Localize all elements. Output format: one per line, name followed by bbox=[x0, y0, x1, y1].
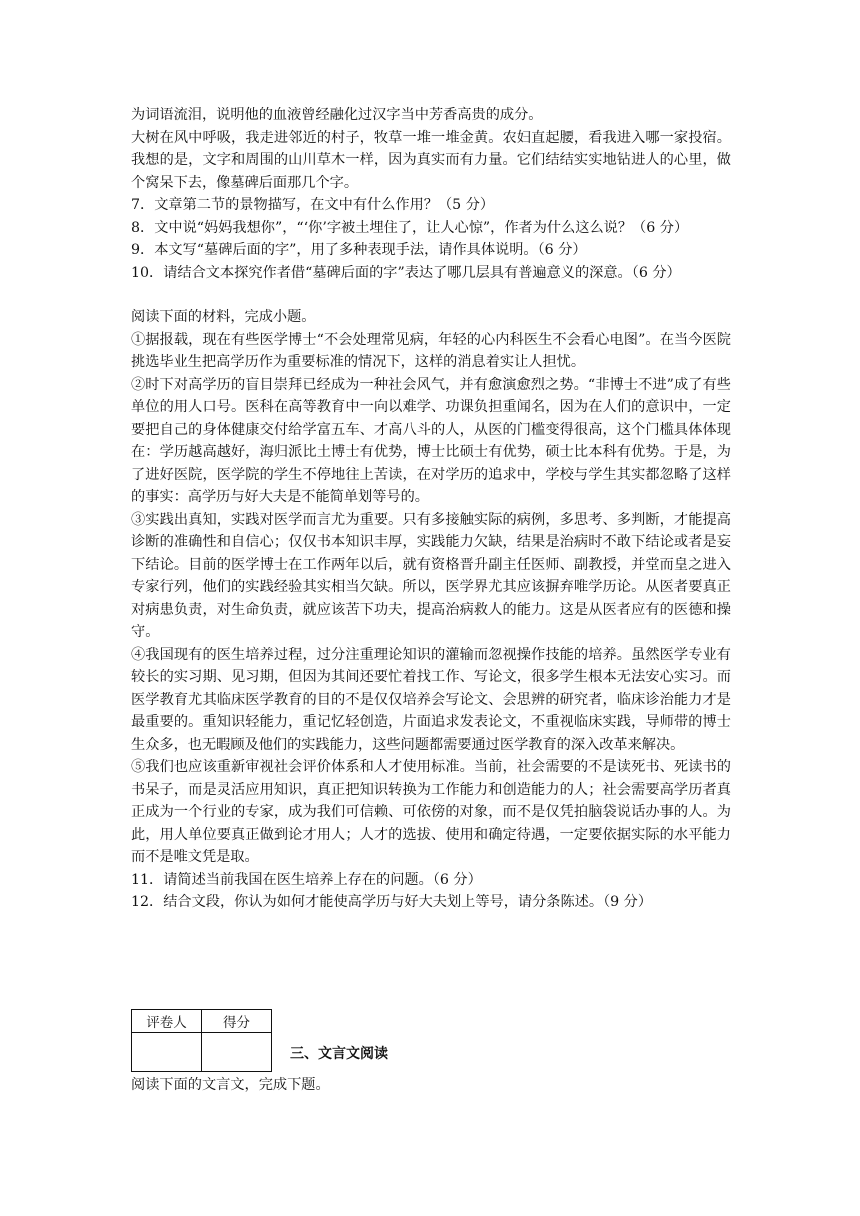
document-body bbox=[131, 104, 731, 914]
paragraph-1: ①据报载，现在有些医学博士“不会处理常见病，年轻的心内科医生不会看心电图”。在当今医院挑选毕业生把高学历作为重要标准的情况下，这样的消息着实让人担忧。 bbox=[131, 331, 731, 370]
paragraph-5: ⑤我们也应该重新审视社会评价体系和人才使用标准。当前，社会需要的不是读死书、死读书的书呆子，而是灵活应用知识，真正把知识转换为工作能力和创造能力的人；社会需要高学历者真正成为一个行业的专家，成为我们可信赖、可依傍的对象，而不是仅凭拍脑袋说话办事的人。为此，用人单位要真正做到论才用人；人才的选拔、使用和确定待遇，一定要依据实际的水平能力而不是唯文凭是取。 bbox=[131, 759, 731, 865]
paragraph-4: ④我国现有的医生培养过程，过分注重理论知识的灌输而忽视操作技能的培养。虽然医学专业有较长的实习期、见习期，但因为其间还要忙着找工作、写论文，很多学生根本无法安心实习。而医学教育尤其临床医学教育的目的不是仅仅培养会写论文、会思辨的研究者，临床诊治能力才是最重要的。重知识轻能力，重记忆轻创造，片面追求发表论文，不重视临床实践，导师带的博士生众多，也无暇顾及他们的实践能力，这些问题都需要通过医学教育的深入改革来解决。 bbox=[131, 646, 731, 753]
question-8: 8．文中说“妈妈我想你”，“‘你’字被土埋住了，让人心惊”，作者为什么这么说？（6 分） bbox=[131, 219, 689, 236]
spacer bbox=[131, 284, 731, 306]
grader-cell bbox=[132, 1033, 202, 1072]
passage-text: 大树在风中呼吸，我走进邻近的村子，牧草一堆一堆金黄。农妇直起腰，看我进入哪一家投宿。我想的是，文字和周围的山川草木一样，因为真实而有力量。它们结结实实地钻进人的心里，做个窝呆下去，像墓碑后面那几个字。 bbox=[131, 129, 731, 191]
paragraph-2: ②时下对高学历的盲目崇拜已经成为一种社会风气，并有愈演愈烈之势。“非博士不进”成了有些单位的用人口号。医科在高等教育中一向以难学、功课负担重闻名，因为在人们的意识中，一定要把自己的身体健康交付给学富五车、才高八斗的人，从医的门槛变得很高，这个门槛具体体现在：学历越高越好，海归派比土博士有优势，博士比硕士有优势，硕士比本科有优势。于是，为了进好医院，医学院的学生不停地往上苦读，在对学历的追求中，学校与学生其实都忽略了这样的事实：高学历与好大夫是不能简单划等号的。 bbox=[131, 376, 731, 505]
score-cell bbox=[202, 1033, 272, 1072]
score-block bbox=[131, 1009, 388, 1072]
classical-instruction: 阅读下面的文言文，完成下题。 bbox=[131, 1077, 330, 1093]
grader-header: 评卷人 bbox=[132, 1010, 202, 1033]
question-12: 12．结合文段，你认为如何才能使高学历与好大夫划上等号，请分条陈述。（9 分） bbox=[131, 894, 653, 910]
score-table bbox=[131, 1009, 272, 1072]
question-11: 11．请简述当前我国在医生培养上存在的问题。（6 分） bbox=[131, 871, 482, 888]
score-header: 得分 bbox=[202, 1010, 272, 1033]
paragraph-3: ③实践出真知，实践对医学而言尤为重要。只有多接触实际的病例，多思考、多判断，才能提高诊断的准确性和自信心；仅仅书本知识丰厚，实践能力欠缺，结果是治病时不敢下结论或者是妄下结论。目前的医学博士在工作两年以后，就有资格晋升副主任医师、副教授，并堂而皇之进入专家行列，他们的实践经验其实相当欠缺。所以，医学界尤其应该摒弃唯学历论。从医者要真正对病患负责，对生命负责，就应该苦下功夫，提高治病救人的能力。这是从医者应有的医德和操守。 bbox=[131, 511, 731, 640]
passage-text: 为词语流泪，说明他的血液曾经融化过汉字当中芳香高贵的成分。 bbox=[131, 107, 543, 123]
section-title: 三、文言文阅读 bbox=[290, 1045, 388, 1062]
question-10: 10．请结合文本探究作者借“墓碑后面的字”表达了哪几层具有普遍意义的深意。（6 分） bbox=[131, 264, 681, 281]
question-7: 7．文章第二节的景物描写，在文中有什么作用？（5 分） bbox=[131, 197, 495, 213]
question-9: 9．本文写“墓碑后面的字”，用了多种表现手法，请作具体说明。（6 分） bbox=[131, 242, 587, 258]
reading-instruction: 阅读下面的材料，完成小题。 bbox=[131, 309, 316, 325]
